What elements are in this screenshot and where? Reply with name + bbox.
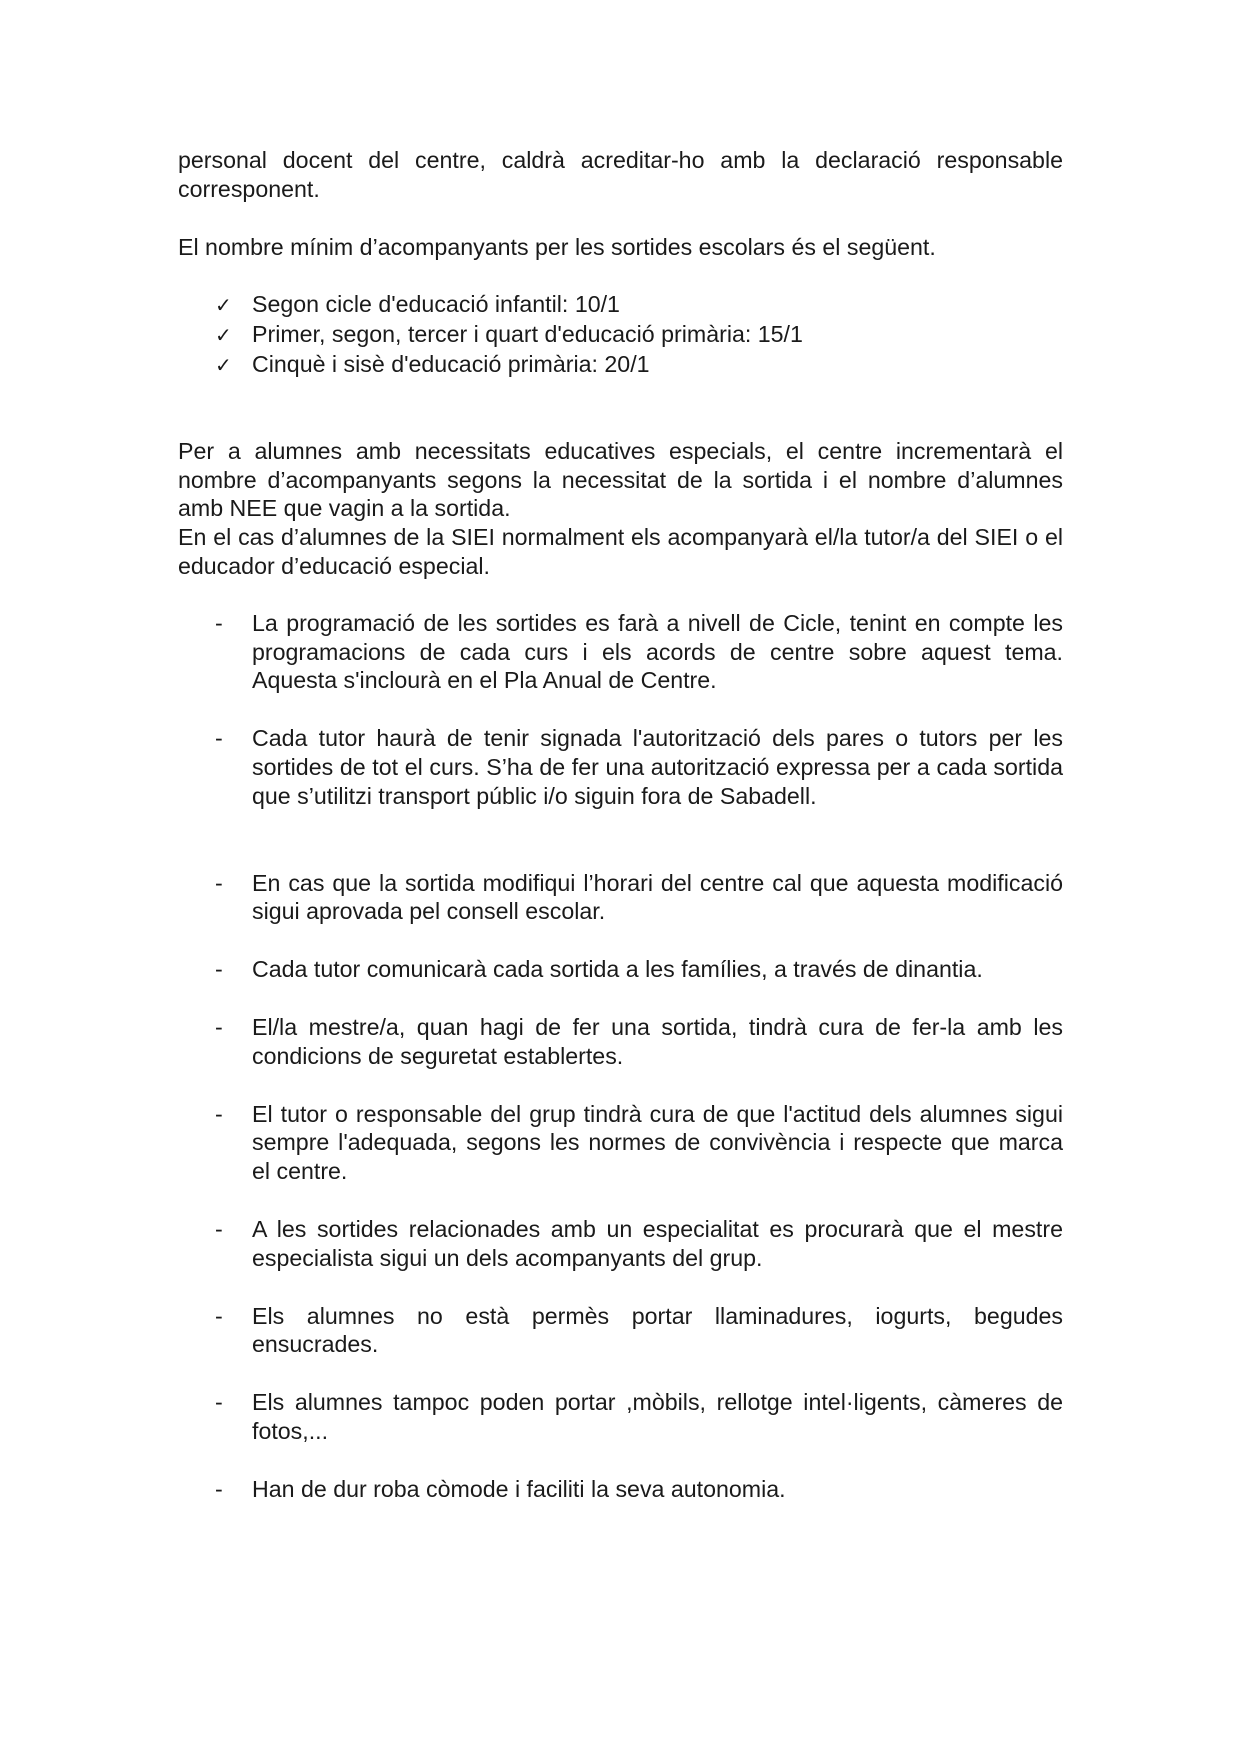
dash-list-item xyxy=(178,1100,1063,1186)
dash-item-text: El tutor o responsable del grup tindrà cura de que l'actitud dels alumnes sigui sempre l'adequada, segons les normes de convivència i respecte que marca el centre. xyxy=(252,1100,1063,1185)
dash-bullet: - xyxy=(215,956,223,983)
dash-list-item xyxy=(178,1215,1063,1273)
dash-list-item xyxy=(178,869,1063,927)
dash-bullet: - xyxy=(215,1215,223,1242)
dash-bullet: - xyxy=(215,1302,223,1329)
checkmark-icon: ✓ xyxy=(215,293,232,318)
dash-list-item xyxy=(178,1475,1063,1504)
checkmark-icon: ✓ xyxy=(215,352,232,377)
check-list-item xyxy=(178,290,1063,320)
dash-item-text: Han de dur roba còmode i faciliti la seva autonomia. xyxy=(252,1475,786,1502)
dash-item-text: Els alumnes tampoc poden portar ,mòbils, rellotge intel·ligents, càmeres de fotos,... xyxy=(252,1389,1063,1444)
siei-paragraph: En el cas d’alumnes de la SIEI normalment els acompanyarà el/la tutor/a del SIEI o el educador d’educació especial. xyxy=(178,524,1063,579)
checkmark-icon: ✓ xyxy=(215,323,232,348)
check-item-text: Primer, segon, tercer i quart d'educació primària: 15/1 xyxy=(252,321,803,348)
dash-item-text: A les sortides relacionades amb un especialitat es procurarà que el mestre especialista sigui un dels acompanyants del grup. xyxy=(252,1215,1063,1271)
dash-list-item xyxy=(178,1013,1063,1071)
dash-bullet: - xyxy=(215,1389,223,1416)
nee-paragraph: Per a alumnes amb necessitats educatives especials, el centre incrementarà el nombre d’acompanyants segons la necessitat de la sortida i el nombre d’alumnes amb NEE que vagin a la sortida. xyxy=(178,437,1063,522)
check-list-item xyxy=(178,350,1063,380)
check-item-text: Cinquè i sisè d'educació primària: 20/1 xyxy=(252,350,650,377)
dash-item-text: Cada tutor comunicarà cada sortida a les famílies, a través de dinantia. xyxy=(252,956,983,983)
dash-bullet: - xyxy=(215,1013,223,1040)
dash-bullet: - xyxy=(215,725,223,752)
dash-list-item xyxy=(178,1302,1063,1360)
nee-block xyxy=(178,437,1063,581)
check-list-item xyxy=(178,320,1063,350)
dash-list-item xyxy=(178,955,1063,984)
dash-bullet: - xyxy=(215,869,223,896)
dash-item-text: El/la mestre/a, quan hagi de fer una sortida, tindrà cura de fer-la amb les condicions de seguretat establertes. xyxy=(252,1013,1063,1069)
dash-item-text: Els alumnes no està permès portar llaminadures, iogurts, begudes ensucrades. xyxy=(252,1302,1063,1358)
rules-dash-list xyxy=(178,609,1063,1504)
dash-bullet: - xyxy=(215,1100,223,1127)
dash-item-text: La programació de les sortides es farà a nivell de Cicle, tenint en compte les programacions de cada curs i els acords de centre sobre aquest tema. Aquesta s'inclourà en el Pla Anual de Centre. xyxy=(252,609,1063,694)
dash-list-item xyxy=(178,1388,1063,1446)
ratio-check-list xyxy=(178,290,1063,379)
dash-list-item xyxy=(178,609,1063,695)
dash-item-text: Cada tutor haurà de tenir signada l'autorització dels pares o tutors per les sortides de tot el curs. S’ha de fer una autorització expressa per a cada sortida que s’utilitzi transport públic i/o siguin fora de Sabadell. xyxy=(252,725,1063,809)
dash-list-item xyxy=(178,724,1063,810)
check-item-text: Segon cicle d'educació infantil: 10/1 xyxy=(252,291,620,318)
ratio-heading: El nombre mínim d’acompanyants per les sortides escolars és el següent. xyxy=(178,233,936,260)
dash-bullet: - xyxy=(215,1475,223,1502)
dash-item-text: En cas que la sortida modifiqui l’horari del centre cal que aquesta modificació sigui aprovada pel consell escolar. xyxy=(252,869,1063,925)
document-page xyxy=(178,146,1063,1533)
dash-bullet: - xyxy=(215,609,223,636)
intro-paragraph: personal docent del centre, caldrà acreditar-ho amb la declaració responsable corresponent. xyxy=(178,147,1063,202)
